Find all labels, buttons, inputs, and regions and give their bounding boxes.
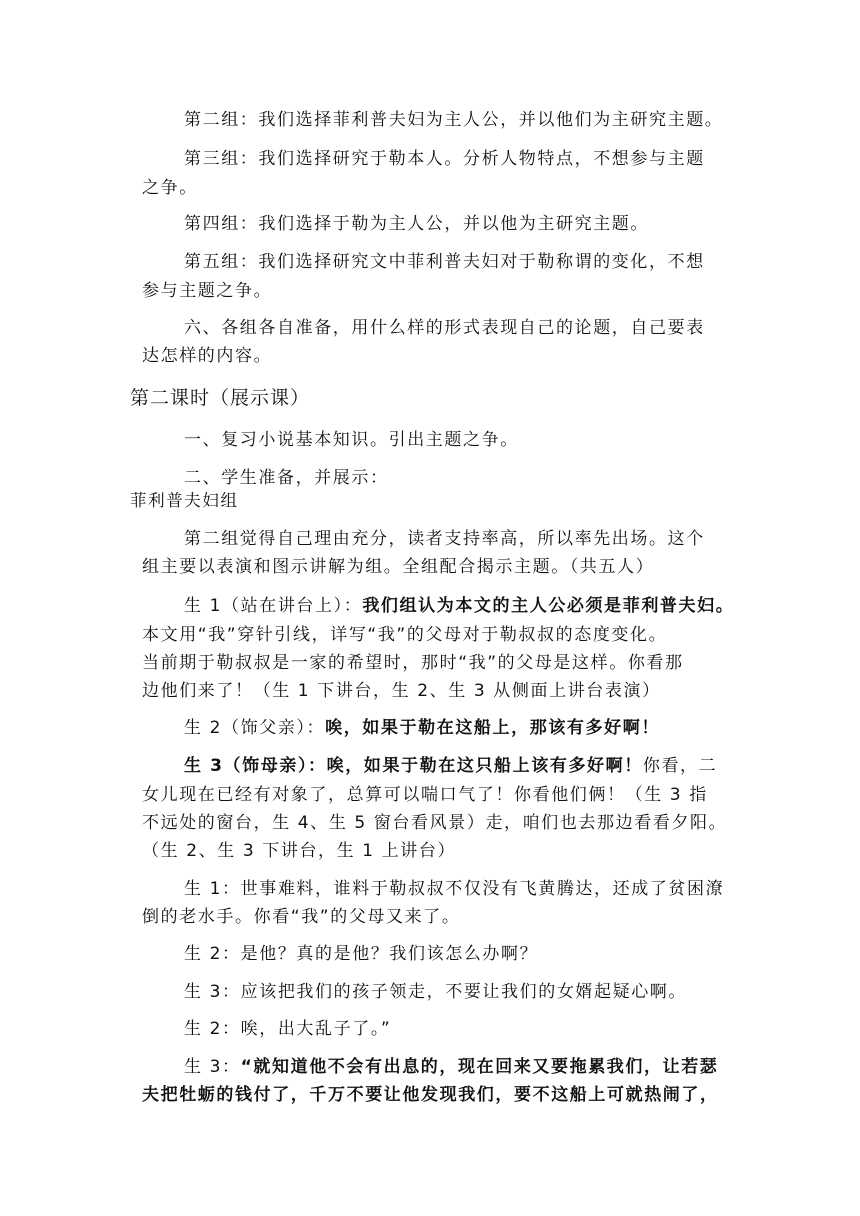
- dialogue-s1b-line2: 倒的老水手。你看“我”的父母又来了。: [142, 907, 461, 927]
- dialogue-s3-line1: [184, 754, 764, 778]
- bold-statement: 生 3（饰母亲）：唉，如果于勒在这只船上该有多好啊！: [184, 756, 643, 776]
- dialogue-s2: [184, 716, 764, 740]
- paragraph-step6-line2: 达怎样的内容。: [142, 346, 273, 366]
- dialogue-s1-line2: 本文用“我”穿针引线，详写“我”的父母对于勒叔叔的态度变化。: [142, 625, 668, 645]
- dialogue-s2c: 生 2：唉，出大乱子了。”: [184, 1019, 392, 1039]
- bold-statement: 唉，如果于勒在这船上，那该有多好啊！: [325, 718, 660, 738]
- section-heading: 第二课时（展示课）: [130, 387, 311, 409]
- dialogue-s1b-line1: 生 1：世事难料，谁料于勒叔叔不仅没有飞黄腾达，还成了贫困潦: [184, 879, 725, 899]
- paragraph-group3-line1: 第三组：我们选择研究于勒本人。分析人物特点，不想参与主题: [184, 149, 705, 169]
- paragraph-review: 一、复习小说基本知识。引出主题之争。: [184, 430, 519, 450]
- paragraph-intro-line2: 组主要以表演和图示讲解为组。全组配合揭示主题。（共五人）: [142, 557, 655, 577]
- speaker-label: 生 3：: [184, 1057, 241, 1077]
- dialogue-s1-line4: 边他们来了！（生 1 下讲台，生 2、生 3 从侧面上讲台表演）: [142, 681, 661, 701]
- group-title: 菲利普夫妇组: [130, 491, 239, 510]
- paragraph-group4: 第四组：我们选择于勒为主人公，并以他为主研究主题。: [184, 214, 649, 234]
- dialogue-s1-line1: [184, 594, 764, 618]
- speaker-label: 生 1（站在讲台上）：: [184, 596, 363, 616]
- paragraph-group2: 第二组：我们选择菲利普夫妇为主人公，并以他们为主研究主题。: [184, 110, 724, 130]
- paragraph-step6-line1: 六、各组各自准备，用什么样的形式表现自己的论题，自己要表: [184, 318, 705, 338]
- paragraph-group3-line2: 之争。: [142, 178, 198, 198]
- dialogue-s3-line4: （生 2、生 3 下讲台，生 1 上讲台）: [142, 841, 457, 861]
- speaker-label: 生 2（饰父亲）：: [184, 718, 326, 738]
- bold-statement: 我们组认为本文的主人公必须是菲利普夫妇。: [362, 596, 735, 616]
- dialogue-s3c-line2: 夫把牡蛎的钱付了，千万不要让他发现我们，要不这船上可就热闹了，: [142, 1085, 719, 1105]
- paragraph-group5-line1: 第五组：我们选择研究文中菲利普夫妇对于勒称谓的变化，不想: [184, 252, 705, 272]
- dialogue-s3c-line1: [184, 1055, 764, 1079]
- dialogue-s3-line3: 不远处的窗台，生 4、生 5 窗台看风景）走，咱们也去那边看看夕阳。: [142, 813, 728, 833]
- bold-statement: “就知道他不会有出息的，现在回来又要拖累我们，让若瑟: [240, 1057, 719, 1077]
- dialogue-s3-line2: 女儿现在已经有对象了，总算可以喘口气了！你看他们俩！（生 3 指: [142, 785, 708, 805]
- paragraph-prepare: 二、学生准备，并展示：: [184, 468, 389, 488]
- dialogue-s2b: 生 2：是他？真的是他？我们该怎么办啊？: [184, 944, 539, 964]
- dialogue-s3b: 生 3：应该把我们的孩子领走，不要让我们的女婿起疑心啊。: [184, 982, 688, 1002]
- dialogue-text: 你看，二: [642, 756, 718, 776]
- paragraph-group5-line2: 参与主题之争。: [142, 281, 273, 301]
- paragraph-intro-line1: 第二组觉得自己理由充分，读者支持率高，所以率先出场。这个: [184, 529, 705, 549]
- dialogue-s1-line3: 当前期于勒叔叔是一家的希望时，那时“我”的父母是这样。你看那: [142, 653, 684, 673]
